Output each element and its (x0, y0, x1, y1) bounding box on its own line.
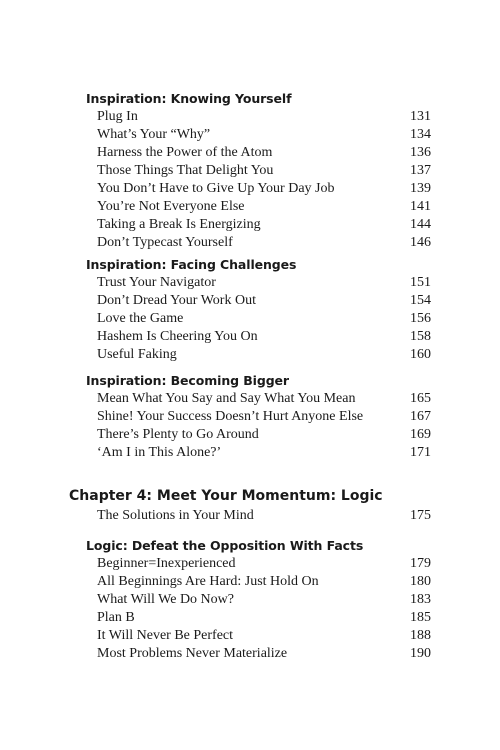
toc-entry-page-number: 151 (410, 275, 431, 290)
toc-entry-page-number: 167 (410, 409, 431, 424)
toc-entry (97, 310, 431, 328)
toc-entry-title: What’s Your “Why” (97, 127, 211, 142)
section-heading: Logic: Defeat the Opposition With Facts (86, 538, 364, 553)
toc-entry (97, 292, 431, 310)
toc-entry-title: You Don’t Have to Give Up Your Day Job (97, 181, 335, 196)
chapter-heading: Chapter 4: Meet Your Momentum: Logic (69, 488, 383, 504)
toc-entry (97, 180, 431, 198)
toc-entry-title: Plug In (97, 109, 138, 124)
toc-entry-page-number: 134 (410, 127, 431, 142)
toc-entry (97, 627, 431, 645)
toc-entry-title: Taking a Break Is Energizing (97, 217, 261, 232)
toc-entry-title: Useful Faking (97, 347, 177, 362)
toc-entry (97, 234, 431, 252)
toc-entry-title: Those Things That Delight You (97, 163, 274, 178)
toc-entry-page-number: 139 (410, 181, 431, 196)
toc-entry (97, 444, 431, 462)
toc-entry (97, 108, 431, 126)
section-heading: Inspiration: Knowing Yourself (86, 91, 292, 106)
toc-entry (97, 216, 431, 234)
toc-entry (97, 126, 431, 144)
toc-entry (97, 573, 431, 591)
toc-entry-page-number: 136 (410, 145, 431, 160)
toc-entry-page-number: 188 (410, 628, 431, 643)
toc-entry-page-number: 154 (410, 293, 431, 308)
toc-entry-title: Most Problems Never Materialize (97, 646, 288, 661)
toc-entry-title: Beginner=Inexperienced (97, 556, 236, 571)
toc-entry-title: It Will Never Be Perfect (97, 628, 234, 643)
section-heading: Inspiration: Becoming Bigger (86, 373, 289, 388)
toc-entry-title: Trust Your Navigator (97, 275, 216, 290)
toc-entry-page-number: 131 (410, 109, 431, 124)
toc-entry (97, 162, 431, 180)
toc-entry-title: Don’t Dread Your Work Out (97, 293, 256, 308)
toc-entry (97, 328, 431, 346)
toc-entry-page-number: 180 (410, 574, 431, 589)
toc-entry (97, 274, 431, 292)
toc-entry-title: Don’t Typecast Yourself (97, 235, 233, 250)
toc-entry-page-number: 144 (410, 217, 431, 232)
toc-entry-page-number: 146 (410, 235, 431, 250)
toc-entry-page-number: 141 (410, 199, 431, 214)
toc-entry-page-number: 185 (410, 610, 431, 625)
toc-entry-page-number: 190 (410, 646, 431, 661)
toc-entry (97, 346, 431, 364)
toc-entry (97, 426, 431, 444)
toc-entry-page-number: 158 (410, 329, 431, 344)
toc-entry-title: ‘Am I in This Alone?’ (97, 445, 222, 460)
toc-entry (97, 408, 431, 426)
toc-entry-title: There’s Plenty to Go Around (97, 427, 259, 442)
toc-entry (97, 198, 431, 216)
toc-entry (97, 390, 431, 408)
toc-entry-page-number: 169 (410, 427, 431, 442)
toc-entry-title: What Will We Do Now? (97, 592, 234, 607)
toc-entry-title: Mean What You Say and Say What You Mean (97, 391, 356, 406)
toc-entry (97, 645, 431, 663)
toc-entry-page-number: 175 (410, 508, 431, 523)
toc-entry-page-number: 165 (410, 391, 431, 406)
toc-entry-title: The Solutions in Your Mind (97, 508, 254, 523)
toc-entry-page-number: 183 (410, 592, 431, 607)
toc-entry (97, 144, 431, 162)
toc-entry-title: Harness the Power of the Atom (97, 145, 273, 160)
toc-entry-page-number: 160 (410, 347, 431, 362)
toc-entry (97, 555, 431, 573)
toc-entry (97, 609, 431, 627)
toc-entry-title: All Beginnings Are Hard: Just Hold On (97, 574, 319, 589)
toc-entry (97, 507, 431, 525)
toc-entry-title: Hashem Is Cheering You On (97, 329, 258, 344)
toc-entry (97, 591, 431, 609)
toc-entry-title: Love the Game (97, 311, 184, 326)
toc-entry-title: Shine! Your Success Doesn’t Hurt Anyone Else (97, 409, 364, 424)
toc-entry-page-number: 156 (410, 311, 431, 326)
toc-entry-title: Plan B (97, 610, 135, 625)
section-heading: Inspiration: Facing Challenges (86, 257, 297, 272)
toc-entry-page-number: 137 (410, 163, 431, 178)
toc-entry-page-number: 179 (410, 556, 431, 571)
toc-entry-page-number: 171 (410, 445, 431, 460)
toc-entry-title: You’re Not Everyone Else (97, 199, 245, 214)
